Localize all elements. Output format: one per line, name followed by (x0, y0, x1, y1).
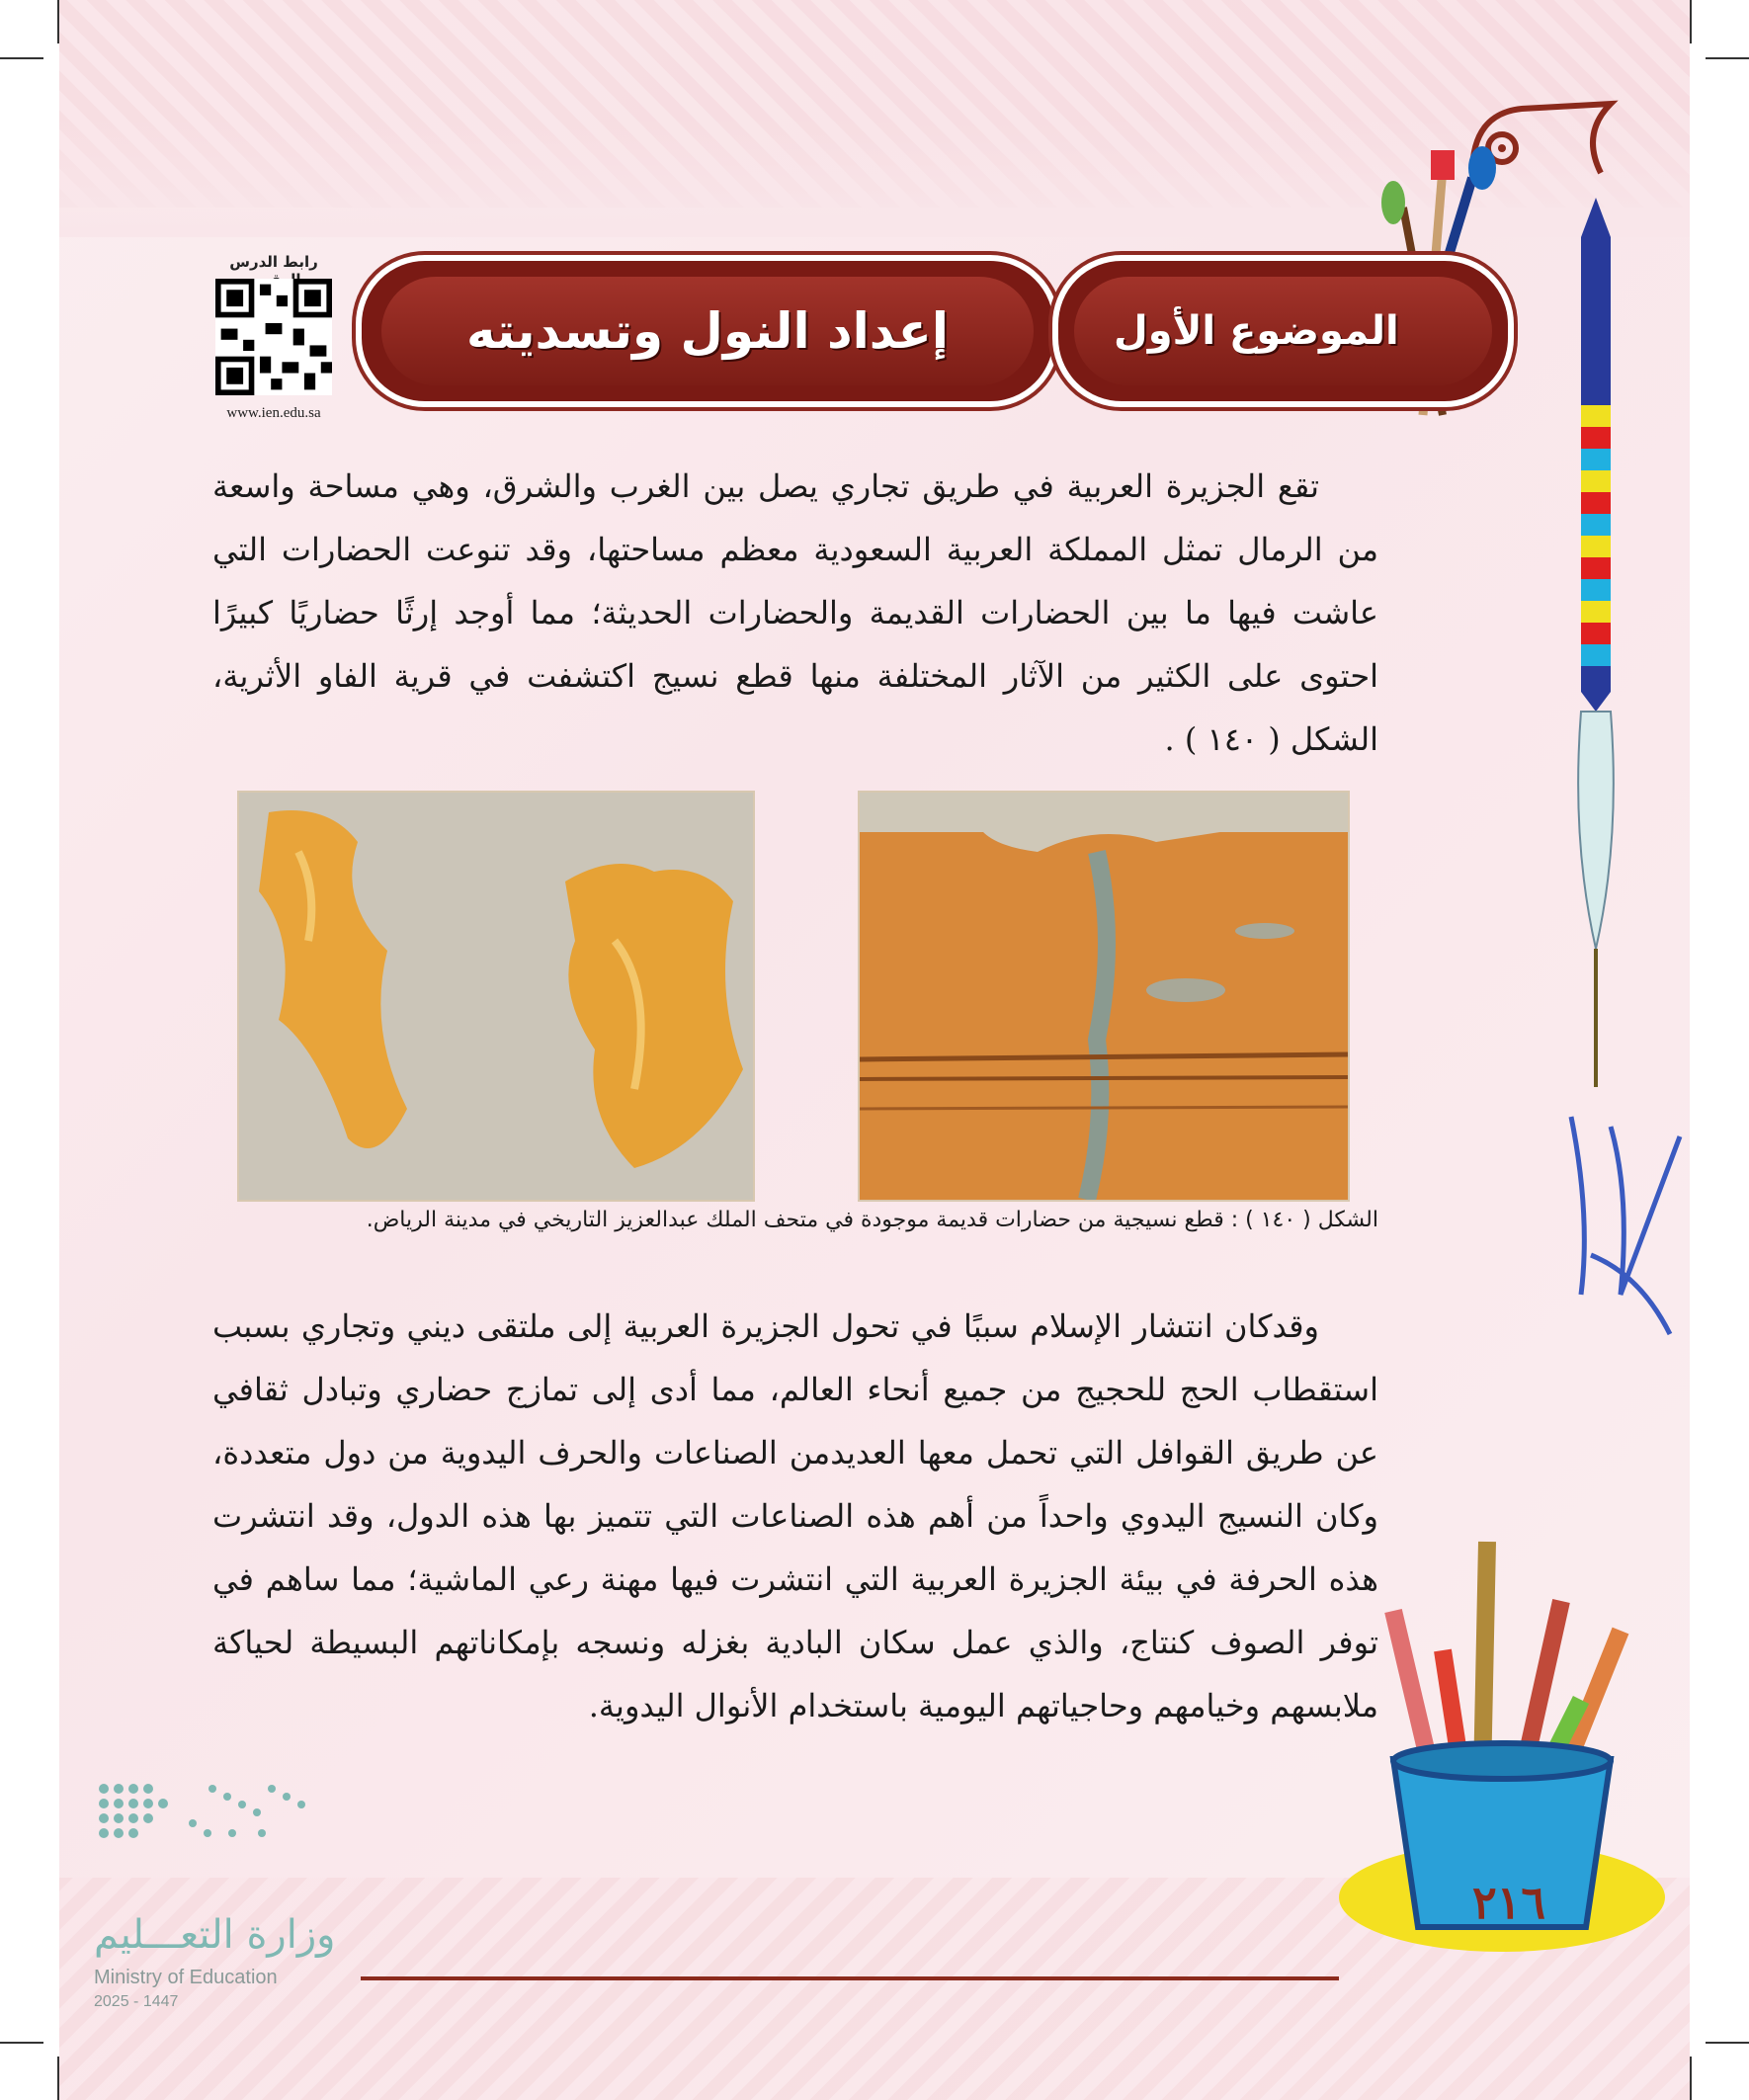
woven-textile-image (860, 793, 1348, 1200)
crop-mark (1706, 57, 1749, 59)
ministry-name-arabic: وزارة التعـــليم (94, 1912, 336, 1958)
paragraph-1 (212, 455, 1378, 771)
topic-banner (1052, 255, 1514, 407)
crop-mark (1690, 2057, 1692, 2100)
qr-url[interactable]: www.ien.edu.sa (226, 405, 321, 421)
academic-year: 2025 - 1447 (94, 1993, 179, 2010)
crop-mark (0, 2042, 43, 2044)
lesson-title: إعداد النول وتسديته (466, 302, 949, 360)
crop-mark (57, 2057, 59, 2100)
textile-fragments-image (239, 793, 753, 1200)
crop-mark (0, 57, 43, 59)
crop-mark (1706, 2042, 1749, 2044)
textile-fragments-photo-left (237, 791, 755, 1202)
paragraph-2-text: وقدكان انتشار الإسلام سببًا في تحول الجزيرة العربية إلى ملتقى ديني وتجاري بسبب استقطاب الحج للحجيج من جميع أنحاء العالم، مما أدى إلى تمازج حضاري وتبادل ثقافي عن طريق القوافل التي تحمل معها العديدمن الصناعات والحرف اليدوية من دول متعددة، وكان النسيج اليدوي واحداً من أهم هذه الصناعات التي تتميز بها هذه الدول، وقد انتشرت هذه الحرفة في بيئة الجزيرة العربية التي انتشرت فيها مهنة رعي الماشية؛ مما ساهم في توفر الصوف كنتاج، والذي عمل سكان البادية بغزله ونسجه بإمكاناتهم البسيطة لحياكة ملابسهم وخيامهم وحاجياتهم اليومية باستخدام الأنوال اليدوية. (212, 1307, 1379, 1724)
bottom-rule (361, 1976, 1339, 1980)
topic-label: الموضوع الأول (1114, 308, 1399, 354)
crop-mark (57, 0, 59, 43)
page-number: ٢١٦ (1471, 1876, 1546, 1929)
decorative-scribble-icon (1551, 1097, 1700, 1344)
paragraph-1-text: تقع الجزيرة العربية في طريق تجاري يصل بين الغرب والشرق، وهي مساحة واسعة من الرمال تمثل المملكة العربية السعودية معظم مساحتها، وقد تنوعت الحضارات التي عاشت فيها ما بين الحضارات القديمة والحضارات الحديثة؛ مما أوجد إرثًا حضاريًا كبيرًا احتوى على الكثير من الآثار المختلفة منها قطع نسيج اكتشفت في قرية الفاو الأثرية، الشكل ( ١٤٠ ) . (212, 467, 1378, 758)
decorative-pen-icon (1566, 198, 1625, 1146)
lesson-title-banner (356, 255, 1059, 407)
ministry-name-english: Ministry of Education (94, 1967, 278, 1988)
figure-caption: الشكل ( ١٤٠ ) : قطع نسيجية من حضارات قديمة موجودة في متحف الملك عبدالعزيز التاريخي في مدينة الرياض. (366, 1208, 1378, 1232)
qr-label: رابط الدرس (229, 253, 318, 271)
qr-code-icon[interactable] (215, 279, 332, 395)
ministry-logo-icon (94, 1779, 321, 1907)
paragraph-2 (212, 1295, 1378, 1737)
textile-fragments-photo-right (858, 791, 1350, 1202)
crop-mark (1690, 0, 1692, 43)
